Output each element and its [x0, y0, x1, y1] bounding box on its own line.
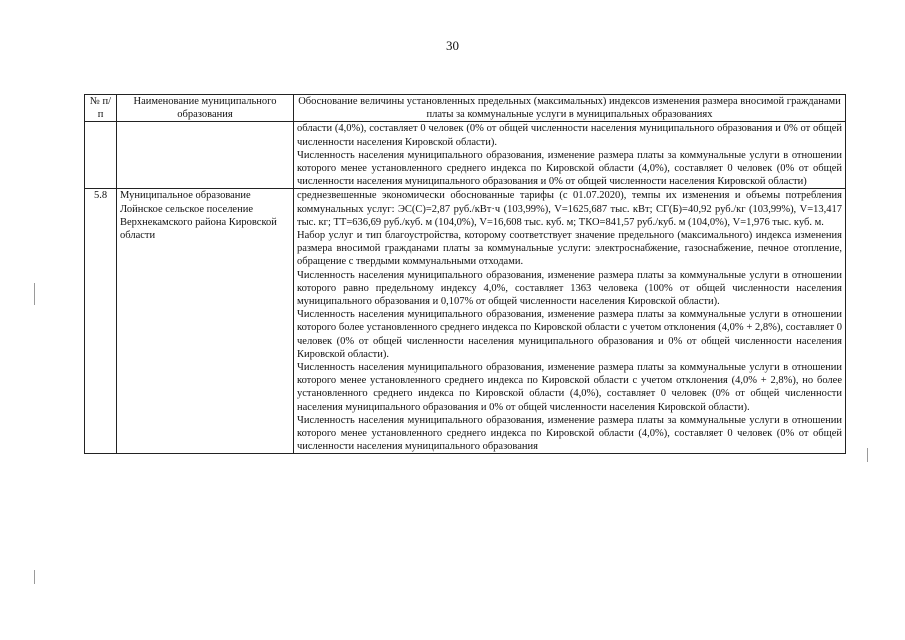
table-row-continued: [85, 122, 846, 189]
scan-artifact-left: [34, 283, 35, 305]
scan-artifact-left-lower: [34, 570, 35, 584]
paragraph-services: Набор услуг и тип благоустройства, которому соответствует значение предельного (максимального) индекса изменения размера вносимой гражданами платы за коммунальные услуги: электроснабжение, газоснабжение, печное отопление, обращение с твердыми коммунальными отходами.: [297, 230, 842, 268]
cell-number: 5.8: [85, 189, 117, 454]
paragraph: Численность населения муниципального образования, изменение размера платы за коммунальные услуги в отношении которого менее установленного среднего индекса по Кировской области (4,0%), составляет 0 человек (0% от общей численности населения муниципального образования и 0% от общей численности населения Кировской области): [297, 149, 842, 188]
table-row-5-8: [85, 189, 846, 454]
scan-artifact-right: [867, 448, 868, 462]
indices-table: [84, 94, 846, 454]
cell-municipality-name: Муниципальное образование Лойнское сельское поселение Верхнекамского района Кировской области: [117, 189, 294, 454]
cell-justification-continued: [294, 122, 846, 189]
cell-justification: [294, 189, 846, 454]
paragraph-population-between: Численность населения муниципального образования, изменение размера платы за коммунальные услуги в отношении которого менее установленного среднего индекса по Кировской области с учетом отклонения (4,0% + 2,8%), но более установленного среднего индекса по Кировской области (4,0%), составляет 0 человек (0% от общей численности населения муниципального образования и 0% от общей численности населения Кировской области).: [297, 362, 842, 413]
paragraph-population-above: Численность населения муниципального образования, изменение размера платы за коммунальные услуги в отношении которого более установленного среднего индекса по Кировской области с учетом отклонения (4,0% + 2,8%), составляет 0 человек (0% от общей численности населения муниципального образования и 0% от общей численности населения Кировской области).: [297, 309, 842, 360]
table-header-row: [85, 95, 846, 122]
page-number: 30: [446, 38, 459, 53]
paragraph-population-below: Численность населения муниципального образования, изменение размера платы за коммунальные услуги в отношении которого менее установленного среднего индекса по Кировской области (4,0%), составляет 0 человек (0% от общей численности населения муниципального образования: [297, 414, 842, 453]
paragraph: области (4,0%), составляет 0 человек (0% от общей численности населения муниципального образования и 0% от общей численности населения Кировской области).: [297, 123, 842, 148]
header-municipality-name: Наименование муниципального образования: [117, 95, 294, 122]
header-justification: Обоснование величины установленных предельных (максимальных) индексов изменения размера вносимой гражданами платы за коммунальные услуги в муниципальных образованиях: [294, 95, 846, 122]
paragraph-population-equal: Численность населения муниципального образования, изменение размера платы за коммунальные услуги в отношении которого равно предельному индексу 4,0%, составляет 1363 человека (100% от общей численности населения муниципального образования и 0,107% от общей численности населения Кировской области).: [297, 269, 842, 308]
paragraph-tariffs: среднезвешенные экономически обоснованные тарифы (с 01.07.2020), темпы их изменения и объемы потребления коммунальных услуг: ЭС(С)=2,87 руб./кВт·ч (103,99%), V=1625,687 тыс. кВт; СГ(Б)=40,92 руб./кг (103,99%), V=13,417 тыс. кг; ТТ=636,69 руб./куб. м (104,0%), V=16,608 тыс. куб. м; ТКО=841,57 руб./куб. м (104,0%), V=1,976 тыс. куб. м.: [297, 190, 842, 228]
cell-name-empty: [117, 122, 294, 189]
cell-number-empty: [85, 122, 117, 189]
header-number: № п/п: [85, 95, 117, 122]
